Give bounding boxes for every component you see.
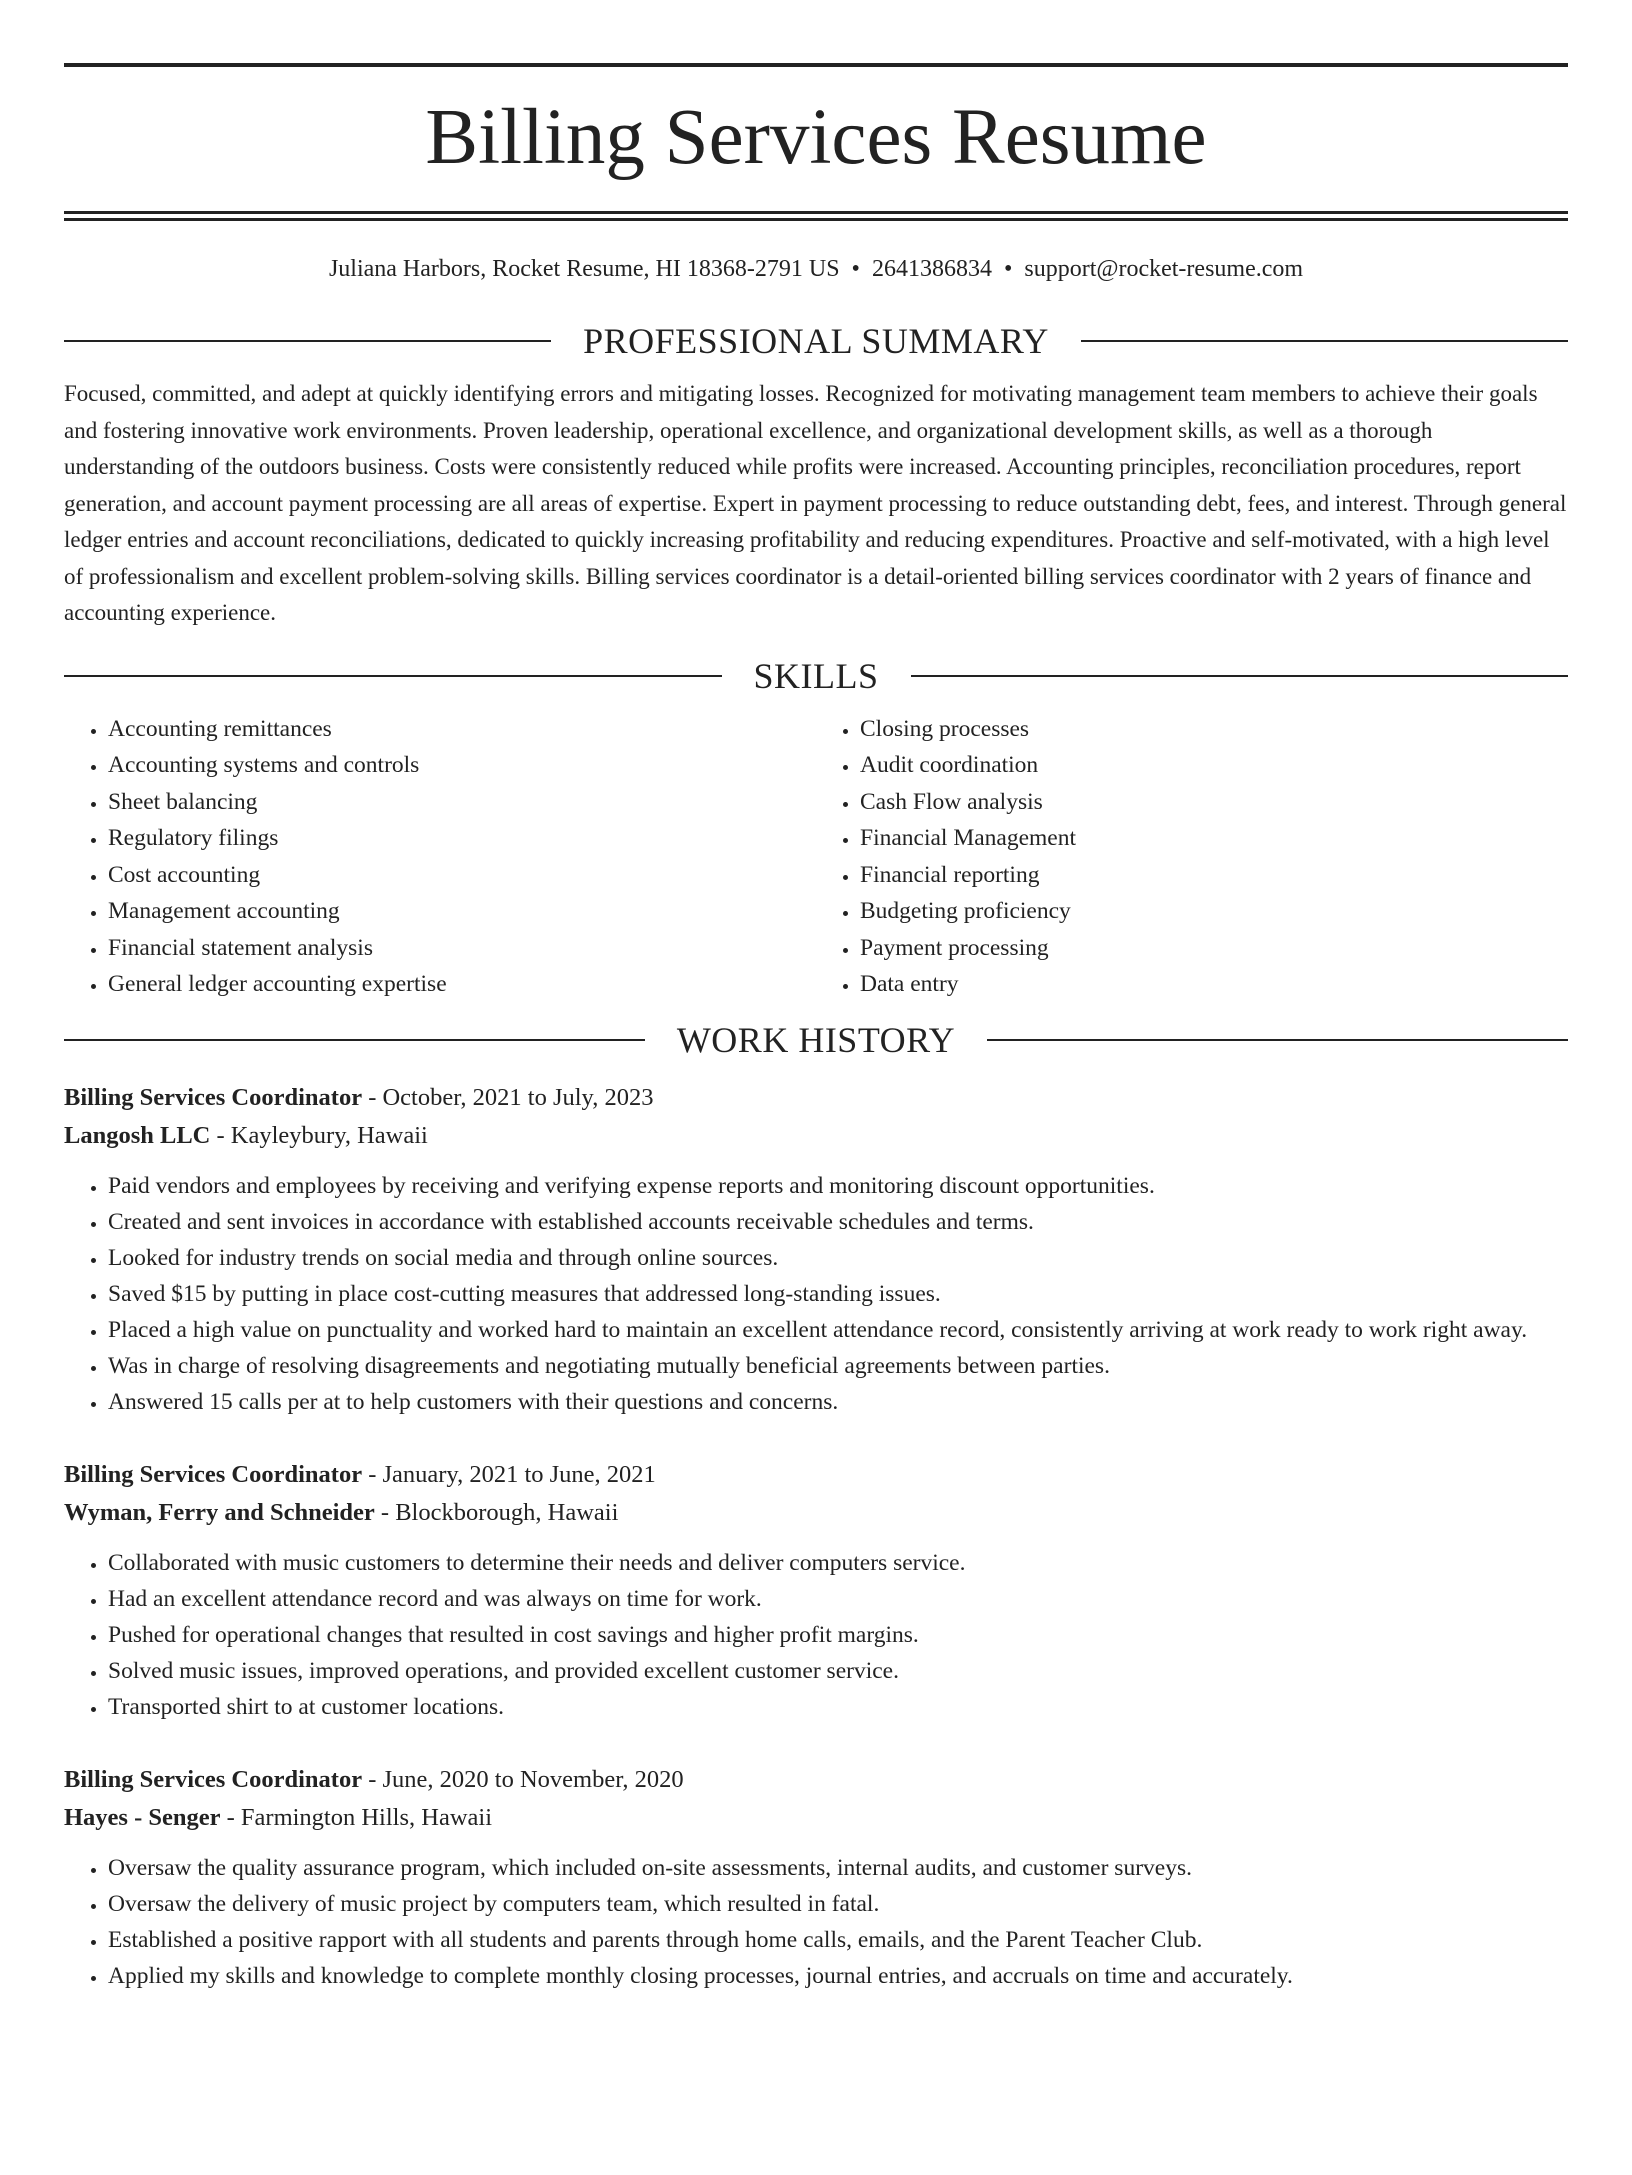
- job-location: - Blockborough, Hawaii: [374, 1498, 619, 1526]
- job-duty: • Created and sent invoices in accordance with established accounts receivable schedules and terms.: [108, 1204, 1568, 1240]
- contact-phone: 2641386834: [871, 256, 992, 282]
- skill-item: • Financial Management: [860, 820, 1568, 857]
- job-title-line: [64, 1761, 1568, 1799]
- job-duty: • Answered 15 calls per at to help customers with their questions and concerns.: [108, 1384, 1568, 1420]
- heading-rule-right: [911, 675, 1569, 677]
- summary-heading-label: PROFESSIONAL SUMMARY: [583, 321, 1049, 361]
- job-duty: • Placed a high value on punctuality and worked hard to maintain an excellent attendance record, consistently arriving at work ready to work right away.: [108, 1312, 1568, 1348]
- contact-address: Juliana Harbors, Rocket Resume, HI 18368-2791 US: [328, 256, 840, 282]
- skill-item: • Cost accounting: [108, 857, 816, 894]
- job-company-line: [64, 1494, 1568, 1532]
- skill-item: • Financial statement analysis: [108, 930, 816, 967]
- professional-summary-text: Focused, committed, and adept at quickly identifying errors and mitigating losses. Recognized for motivating management team members to achieve their goals and fostering innovative work environments. Proven leadership, operational excellence, and organizational development skills, as well as a thorough understanding of the outdoors business. Costs were consistently reduced while profits were increased. Accounting principles, reconciliation procedures, report generation, and account payment processing are all areas of expertise. Expert in payment processing to reduce outstanding debt, fees, and interest. Through general ledger entries and account reconciliations, dedicated to quickly increasing profitability and reducing expenditures. Proactive and self-motivated, with a high level of professionalism and excellent problem-solving skills. Billing services coordinator is a detail-oriented billing services coordinator with 2 years of finance and accounting experience.: [64, 381, 1567, 625]
- job-duties-list: [64, 1850, 1568, 1994]
- job-entry: [64, 1456, 1568, 1725]
- job-company: Hayes - Senger: [64, 1803, 221, 1831]
- skill-item: • Accounting systems and controls: [108, 747, 816, 784]
- skill-item: • Payment processing: [860, 930, 1568, 967]
- skill-item: • Regulatory filings: [108, 820, 816, 857]
- job-duty: • Established a positive rapport with all students and parents through home calls, emails, and the Parent Teacher Club.: [108, 1922, 1568, 1958]
- skills-heading-label: SKILLS: [753, 655, 879, 696]
- skill-item: • Data entry: [860, 966, 1568, 1003]
- contact-separator: •: [851, 256, 860, 282]
- skill-item: • Accounting remittances: [108, 711, 816, 748]
- skill-item: • Financial reporting: [860, 857, 1568, 894]
- job-title-line: [64, 1079, 1568, 1117]
- skill-item: • Audit coordination: [860, 747, 1568, 784]
- heading-rule-right: [1081, 340, 1568, 342]
- heading-rule-right: [987, 1039, 1568, 1041]
- skills-column-left: [64, 711, 816, 1003]
- contact-separator: •: [1003, 256, 1013, 282]
- job-company-line: [64, 1117, 1568, 1155]
- work-history-heading-label: WORK HISTORY: [676, 1019, 956, 1060]
- heading-rule-left: [64, 340, 551, 342]
- skill-item: • Management accounting: [108, 893, 816, 930]
- skill-item: • Cash Flow analysis: [860, 784, 1568, 821]
- resume-title: Billing Services Resume: [425, 94, 1207, 181]
- skill-item: • Sheet balancing: [108, 784, 816, 821]
- job-duty: • Paid vendors and employees by receiving and verifying expense reports and monitoring discount opportunities.: [108, 1168, 1568, 1204]
- job-company-line: [64, 1799, 1568, 1837]
- resume-page: [0, 63, 1632, 2175]
- title-double-divider: [64, 211, 1568, 221]
- contact-line: [64, 254, 1568, 284]
- job-company: Langosh LLC: [64, 1121, 211, 1149]
- heading-rule-left: [64, 1039, 645, 1041]
- work-history-section-heading: [64, 1019, 1568, 1061]
- heading-rule-left: [64, 675, 722, 677]
- job-entry: [64, 1761, 1568, 1994]
- job-duty: • Saved $15 by putting in place cost-cutting measures that addressed long-standing issues.: [108, 1276, 1568, 1312]
- summary-section-heading: [64, 320, 1568, 362]
- skill-item: • Closing processes: [860, 711, 1568, 748]
- job-title: Billing Services Coordinator: [64, 1460, 363, 1488]
- job-duty: • Transported shirt to at customer locations.: [108, 1689, 1568, 1725]
- job-location: - Kayleybury, Hawaii: [210, 1121, 428, 1149]
- job-entry: [64, 1079, 1568, 1420]
- job-duty: • Applied my skills and knowledge to complete monthly closing processes, journal entries, and accruals on time and accurately.: [108, 1958, 1568, 1994]
- job-duty: • Had an excellent attendance record and was always on time for work.: [108, 1581, 1568, 1617]
- skill-item: • General ledger accounting expertise: [108, 966, 816, 1003]
- skills-section-heading: [64, 655, 1568, 697]
- top-divider: [64, 63, 1568, 67]
- job-duty: • Looked for industry trends on social media and through online sources.: [108, 1240, 1568, 1276]
- job-title: Billing Services Coordinator: [64, 1083, 363, 1111]
- job-company: Wyman, Ferry and Schneider: [64, 1498, 375, 1526]
- job-duty: • Solved music issues, improved operations, and provided excellent customer service.: [108, 1653, 1568, 1689]
- contact-email: support@rocket-resume.com: [1024, 256, 1304, 282]
- job-title-line: [64, 1456, 1568, 1494]
- skill-item: • Budgeting proficiency: [860, 893, 1568, 930]
- skills-list: [64, 711, 1568, 1003]
- job-duty: • Oversaw the delivery of music project by computers team, which resulted in fatal.: [108, 1886, 1568, 1922]
- job-dates: - January, 2021 to June, 2021: [362, 1460, 656, 1488]
- job-duties-list: [64, 1545, 1568, 1725]
- job-duties-list: [64, 1168, 1568, 1420]
- job-dates: - October, 2021 to July, 2023: [362, 1083, 654, 1111]
- job-duty: • Collaborated with music customers to determine their needs and deliver computers service.: [108, 1545, 1568, 1581]
- job-title: Billing Services Coordinator: [64, 1765, 363, 1793]
- skills-column-right: [816, 711, 1568, 1003]
- job-duty: • Oversaw the quality assurance program, which included on-site assessments, internal audits, and customer surveys.: [108, 1850, 1568, 1886]
- job-duty: • Was in charge of resolving disagreements and negotiating mutually beneficial agreements between parties.: [108, 1348, 1568, 1384]
- job-dates: - June, 2020 to November, 2020: [362, 1765, 684, 1793]
- job-duty: • Pushed for operational changes that resulted in cost savings and higher profit margins.: [108, 1617, 1568, 1653]
- job-location: - Farmington Hills, Hawaii: [220, 1803, 493, 1831]
